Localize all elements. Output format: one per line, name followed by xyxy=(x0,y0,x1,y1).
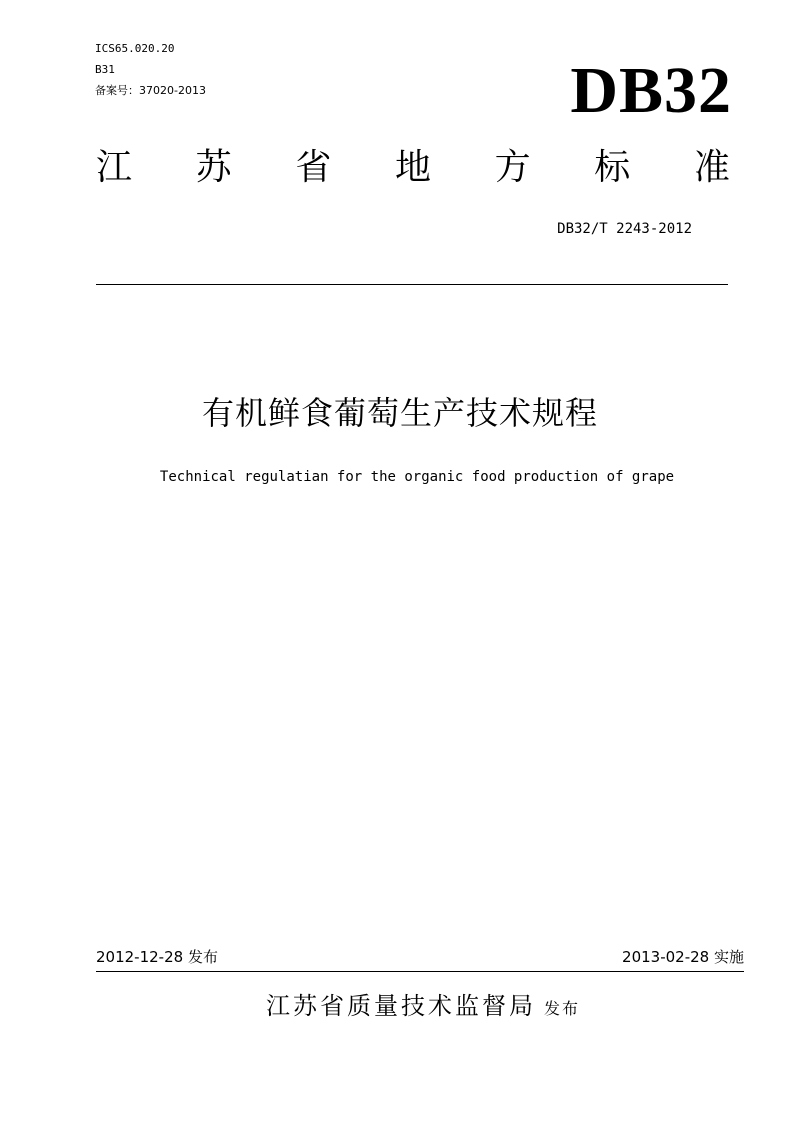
standard-type-char: 方 xyxy=(494,147,531,188)
standard-type-char: 地 xyxy=(394,147,431,188)
document-title-cn: 有机鲜食葡萄生产技术规程 xyxy=(201,394,598,432)
standard-logo: DB32 xyxy=(570,54,732,127)
implementation-date: 2013-02-28 实施 xyxy=(622,948,744,966)
top-divider xyxy=(96,284,728,285)
publisher-line xyxy=(0,990,800,1022)
standard-type-char: 省 xyxy=(295,147,332,188)
standard-type-char: 标 xyxy=(594,147,631,188)
issue-date: 2012-12-28 发布 xyxy=(96,948,218,966)
standard-type-char: 苏 xyxy=(195,147,232,188)
publisher-name: 江苏省质量技术监督局 xyxy=(265,992,536,1020)
standard-type-char: 准 xyxy=(693,147,730,188)
publisher-suffix: 发布 xyxy=(543,999,580,1018)
standard-number: DB32/T 2243-2012 xyxy=(557,221,692,237)
bottom-divider xyxy=(96,971,744,972)
standard-type-char: 江 xyxy=(96,147,133,188)
record-number: 备案号：37020-2013 xyxy=(95,84,206,97)
classification-code: B31 xyxy=(95,63,115,76)
ics-code: ICS65.020.20 xyxy=(95,42,175,55)
standard-type-heading xyxy=(96,146,730,190)
document-title-en: Technical regulatian for the organic food production of grape xyxy=(159,469,675,485)
